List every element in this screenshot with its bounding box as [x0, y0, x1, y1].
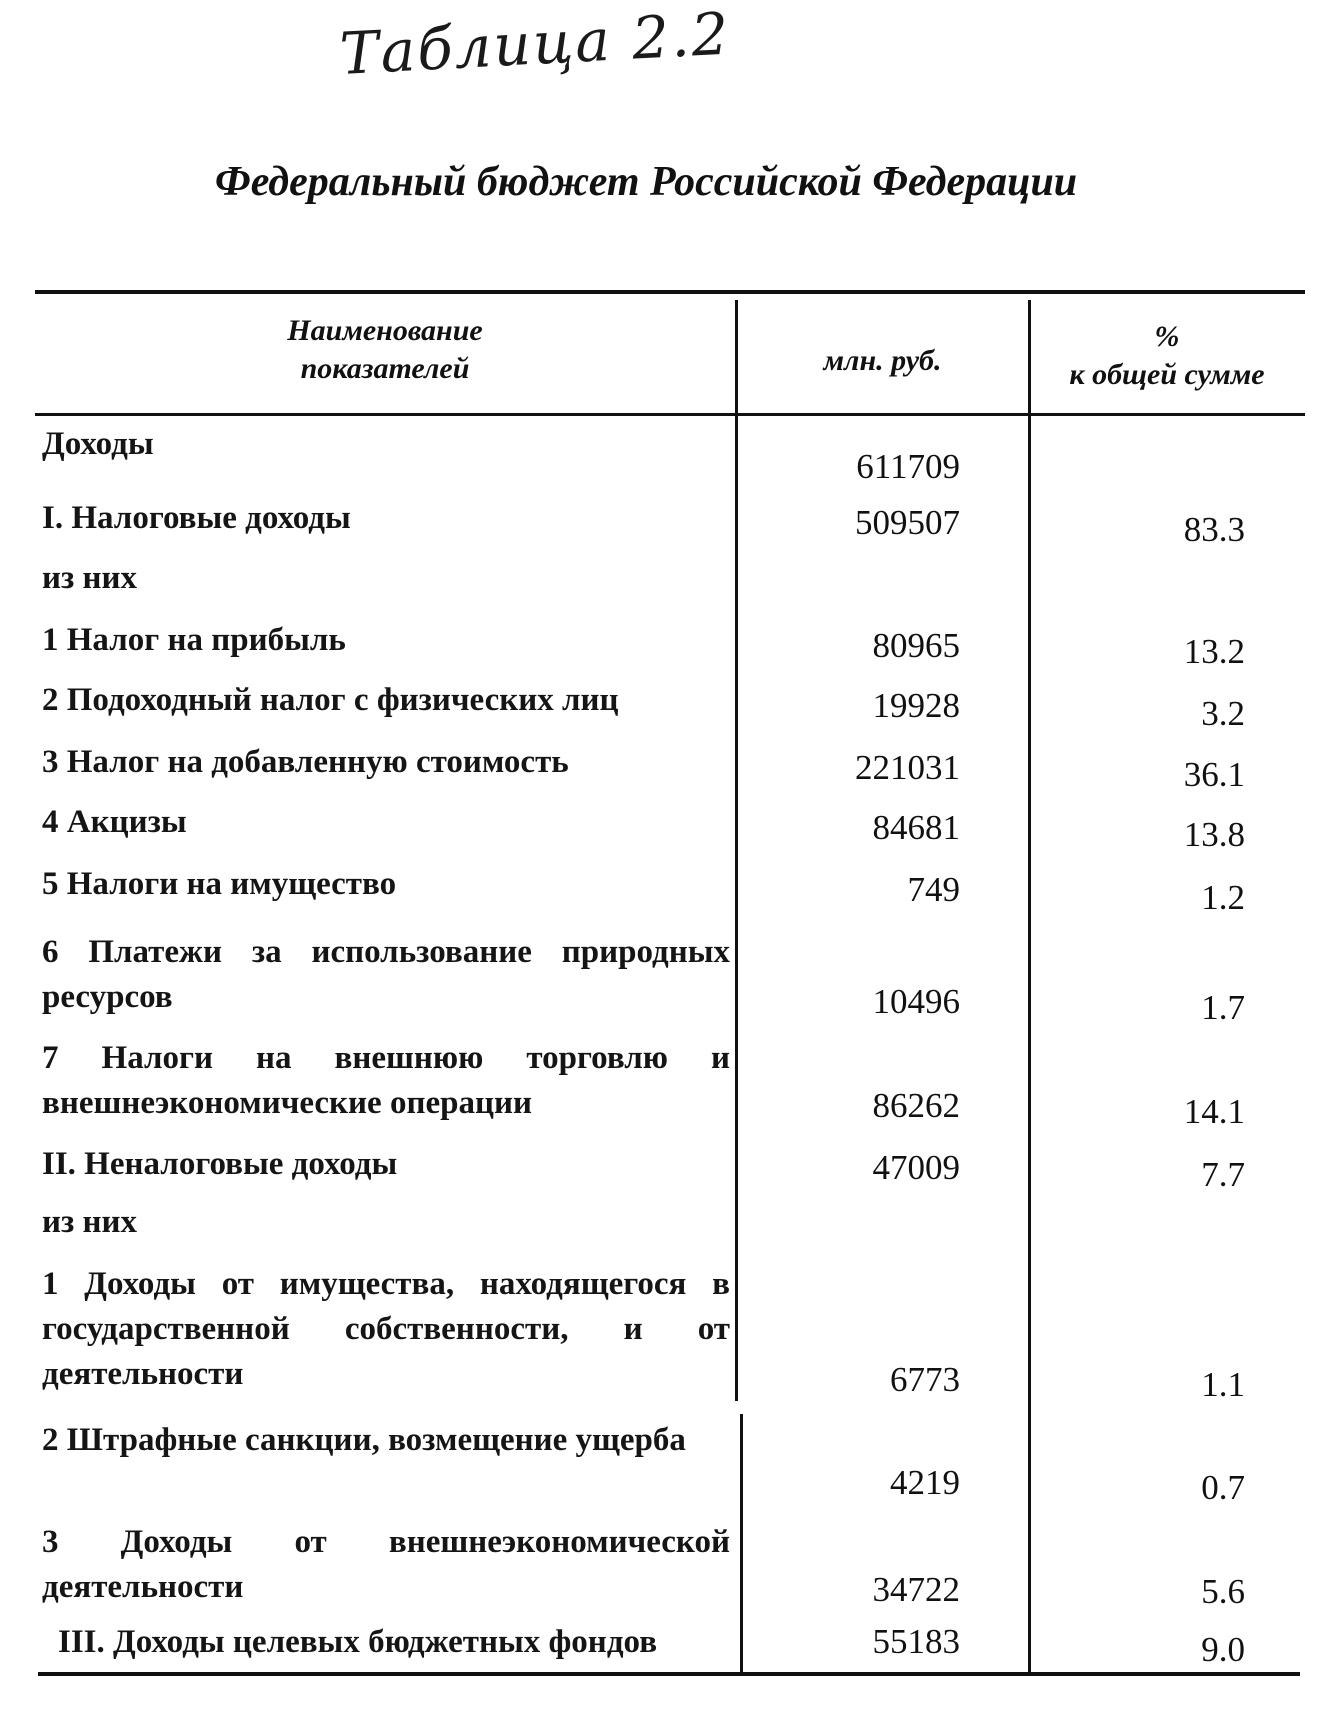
row-14-label: 3 Доходы от внешнеэкономической деятельности: [42, 1524, 730, 1605]
header-name-line1: Наименование: [287, 314, 483, 347]
row-9-pct: 14.1: [1183, 1092, 1245, 1131]
header-name: [40, 312, 730, 388]
row-4-label: 2 Подоходный налог с физических лиц: [42, 682, 619, 718]
row-1-pct: 83.3: [1183, 510, 1245, 549]
row-14-value: 34722: [872, 1570, 960, 1609]
row-12-value: 6773: [890, 1360, 960, 1399]
row-10-label: II. Неналоговые доходы: [42, 1146, 398, 1182]
handwritten-table-number: Таблица 2.2: [338, 0, 732, 88]
row-12-pct: 1.1: [1201, 1365, 1245, 1404]
column-divider-2: [1028, 300, 1031, 1672]
row-3-pct: 13.2: [1183, 632, 1245, 671]
row-4-pct: 3.2: [1201, 694, 1245, 733]
row-8-value: 10496: [872, 982, 960, 1021]
row-2-label: из них: [42, 560, 138, 596]
column-divider-1: [735, 300, 738, 1401]
table-top-rule: [35, 290, 1305, 294]
header-amount: [740, 342, 1025, 380]
row-9-label: 7 Налоги на внешнюю торговлю и внешнеэкономические операции: [42, 1040, 730, 1121]
row-5-value: 221031: [855, 748, 960, 787]
row-8-label: 6 Платежи за использование природных ресурсов: [42, 934, 730, 1015]
row-7-pct: 1.2: [1201, 878, 1245, 917]
header-percent: [1032, 318, 1302, 394]
row-12-label: 1 Доходы от имущества, находящегося в государственной собственности, и от деятельности: [42, 1266, 730, 1392]
row-1-value: 509507: [855, 503, 960, 542]
row-13-label: 2 Штрафные санкции, возмещение ущерба: [42, 1422, 686, 1458]
row-10-value: 47009: [872, 1148, 960, 1187]
row-3-value: 80965: [872, 626, 960, 665]
table-bottom-rule: [38, 1672, 1300, 1676]
header-bottom-rule: [35, 413, 1305, 416]
row-5-pct: 36.1: [1183, 755, 1245, 794]
page-title: Федеральный бюджет Российской Федерации: [215, 159, 1078, 205]
row-7-label: 5 Налоги на имущество: [42, 866, 397, 902]
row-10-pct: 7.7: [1201, 1155, 1245, 1194]
row-0-value: 611709: [856, 447, 960, 486]
row-9-value: 86262: [872, 1086, 960, 1125]
row-15-pct: 9.0: [1201, 1630, 1245, 1669]
row-6-label: 4 Акцизы: [42, 804, 187, 840]
row-5-label: 3 Налог на добавленную стоимость: [42, 744, 569, 780]
row-0-label: Доходы: [42, 426, 154, 462]
header-percent-symbol: %: [1154, 320, 1180, 353]
row-8-pct: 1.7: [1201, 988, 1245, 1027]
header-percent-label: к общей сумме: [1069, 358, 1265, 391]
row-7-value: 749: [907, 870, 960, 909]
row-14-pct: 5.6: [1201, 1572, 1245, 1611]
row-3-label: 1 Налог на прибыль: [42, 622, 346, 658]
row-6-value: 84681: [872, 808, 960, 847]
row-4-value: 19928: [872, 686, 960, 725]
row-6-pct: 13.8: [1183, 815, 1245, 854]
row-15-value: 55183: [872, 1622, 960, 1661]
row-15-label: III. Доходы целевых бюджетных фондов: [58, 1624, 658, 1660]
header-name-line2: показателей: [300, 352, 470, 385]
header-amount-label: млн. руб.: [823, 344, 942, 377]
row-11-label: из них: [42, 1204, 138, 1240]
row-1-label: I. Налоговые доходы: [42, 500, 351, 536]
row-13-pct: 0.7: [1201, 1468, 1245, 1507]
row-13-value: 4219: [890, 1463, 960, 1502]
